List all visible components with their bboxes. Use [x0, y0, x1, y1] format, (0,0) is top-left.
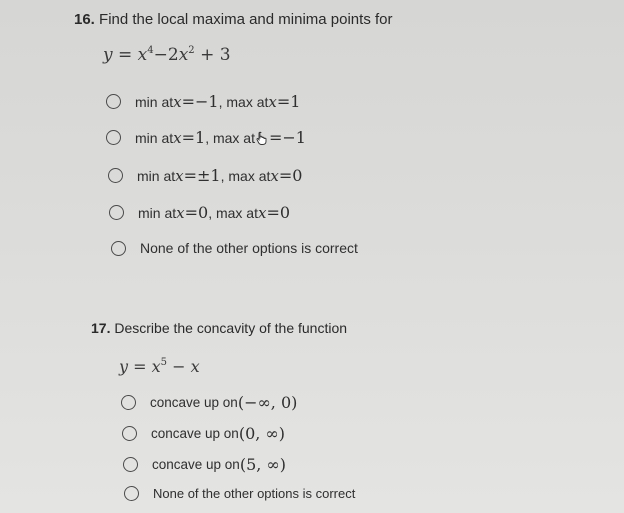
option-max-value: 1: [290, 92, 301, 111]
option-var: x: [176, 203, 185, 222]
eq-x: x: [137, 45, 148, 65]
radio-button[interactable]: [123, 457, 138, 472]
option-text: min at: [135, 93, 174, 110]
option-var: x: [173, 128, 182, 147]
eq-power-5: 5: [160, 357, 168, 368]
option-text: concave up on: [151, 426, 239, 441]
option-var: x: [257, 203, 267, 222]
q17-option-none[interactable]: [124, 486, 355, 501]
option-text: min at: [138, 204, 177, 221]
option-text: None of the other options is correct: [153, 486, 356, 501]
option-text: , max at: [208, 204, 258, 221]
option-var: x: [173, 92, 182, 111]
radio-button[interactable]: [106, 130, 121, 145]
eq-y: y: [103, 45, 113, 65]
eq-power-2: 2: [188, 45, 195, 56]
option-text: , max at: [220, 167, 271, 184]
radio-button[interactable]: [121, 395, 136, 410]
q16-option-4[interactable]: [109, 203, 290, 222]
option-eq: =: [181, 128, 195, 147]
option-max-value: 0: [292, 166, 303, 185]
question-16-title: [74, 11, 393, 28]
option-text: , max at: [205, 129, 255, 146]
radio-button[interactable]: [106, 94, 121, 109]
option-min-value: −1: [195, 92, 219, 111]
eq-plus-3: + 3: [194, 45, 231, 65]
option-eq: =: [268, 128, 283, 147]
option-text: min at: [135, 129, 174, 146]
option-text: None of the other options is correct: [140, 240, 358, 256]
option-var: x: [268, 92, 277, 111]
radio-button[interactable]: [109, 205, 124, 220]
option-var: x: [270, 166, 279, 185]
eq-equals: =: [128, 357, 152, 376]
eq-y: y: [119, 357, 129, 376]
question-17-number: 17.: [91, 320, 111, 336]
q17-option-2[interactable]: [122, 424, 285, 443]
q16-option-2[interactable]: [106, 128, 306, 147]
option-var: x: [175, 166, 184, 185]
hand-cursor-icon: [256, 131, 268, 145]
option-text: concave up on: [150, 395, 238, 410]
eq-x2: x: [190, 357, 200, 376]
q16-option-1[interactable]: [106, 92, 300, 111]
option-eq: =: [184, 203, 198, 222]
eq-power-4: 4: [147, 45, 154, 56]
question-17-title: [91, 320, 347, 336]
radio-button[interactable]: [124, 486, 139, 501]
radio-button[interactable]: [108, 168, 123, 183]
eq-x2: x: [178, 45, 189, 65]
question-17-equation: [119, 357, 200, 376]
q16-option-none[interactable]: [111, 240, 358, 256]
radio-button[interactable]: [122, 426, 137, 441]
option-eq: =: [183, 166, 197, 185]
option-eq: =: [276, 92, 291, 111]
option-text: min at: [137, 167, 176, 184]
option-eq: =: [266, 203, 280, 222]
option-text: , max at: [218, 93, 269, 110]
option-min-value: 0: [198, 203, 209, 222]
q16-option-3[interactable]: [108, 166, 302, 185]
option-interval: (0, ∞): [238, 424, 285, 443]
q17-option-1[interactable]: [121, 393, 297, 412]
option-eq: =: [181, 92, 195, 111]
option-text: concave up on: [152, 457, 240, 472]
question-16-prompt: Find the local maxima and minima points for: [99, 11, 393, 28]
question-17-prompt: Describe the concavity of the function: [114, 320, 348, 336]
eq-equals: =: [112, 45, 138, 65]
eq-x: x: [151, 357, 161, 376]
option-max-value: −1: [282, 128, 306, 147]
option-min-value: 1: [195, 128, 206, 147]
option-min-value: ±1: [197, 166, 221, 185]
question-16-equation: [103, 45, 231, 65]
eq-minus: −: [167, 357, 191, 376]
option-eq: =: [278, 166, 293, 185]
q17-option-3[interactable]: [123, 455, 286, 474]
option-interval: (5, ∞): [239, 455, 286, 474]
question-16-number: 16.: [74, 11, 95, 28]
option-max-value: 0: [279, 203, 291, 222]
option-interval: (−∞, 0): [237, 393, 298, 412]
radio-button[interactable]: [111, 241, 126, 256]
eq-minus-2: −2: [153, 45, 179, 65]
